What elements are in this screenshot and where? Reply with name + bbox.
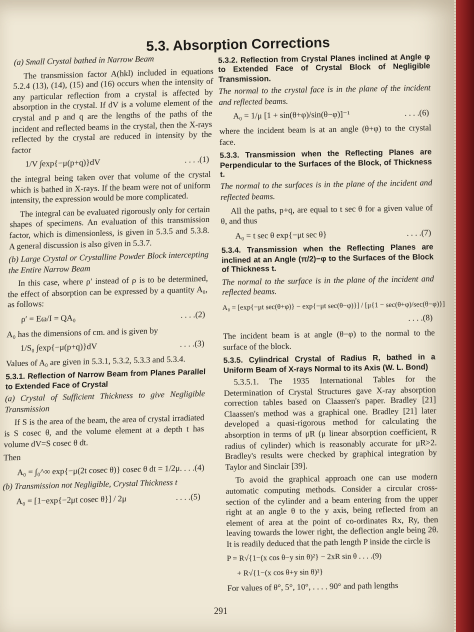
heading-5-3-5: 5.3.5. Cylindrical Crystal of Radius R, bathed in a Uniform Beam of X-rays Normal to its Axis (W. L. Bond) — [223, 352, 436, 375]
page-number: 291 — [214, 606, 228, 616]
equation-4 — [3, 463, 203, 479]
equation-7 — [221, 228, 433, 242]
paragraph: The incident beam is at angle (θ−φ) to the normal to the surface of the block. — [222, 328, 435, 352]
subsection-b-heading: (b) Large Crystal or Crystalline Powder Block intercepting the Entire Narrow Beam — [8, 250, 209, 275]
subsection-a-heading: (a) Small Crystal bathed in Narrow Beam — [13, 54, 155, 68]
left-column — [2, 53, 214, 512]
paragraph: The normal to the surface is in the plane of the incident and reflected beams. — [221, 273, 434, 298]
paragraph: The integral can be evaluated rigorously only for certain shapes of specimens. An evaluation of this transmission factor, which is dimensionless, is given in 5.3.5 and 5.3.8. A general discussion is also given in 5.3.7. — [8, 204, 210, 251]
equation-8 — [222, 299, 445, 313]
equation-1 — [11, 155, 211, 171]
equation-3 — [6, 339, 206, 355]
equation-body: A₀ = ∫₀^∞ exp{−μ(2t cosec θ)} cosec θ dt = 1/2μ — [17, 463, 181, 477]
paragraph: If S is the area of the beam, the area of crystal irradiated is S cosec θ, and the volume element at a depth t has volume dV=S cosec θ dt. — [3, 413, 205, 450]
equation-number: . . . .(8) — [408, 313, 433, 324]
paragraph: 5.3.5.1. The 1935 International Tables for the Determination of Crystal Structures gave X-ray absorption correction tables based on Claassen's paper. Bradley [21] Claassen's method was a graphical one. Bradley [21] later developed a quasi-rigorous method for calculating the absorption in terms of μR (μ linear absorption coefficient, R radius of cylinder) which is reasonably accurate for μR>2. Bradley's results were checked by graphical integration by Taylor and Sinclair [39]. — [223, 374, 438, 472]
heading-5-3-3: 5.3.3. Transmission when the Reflecting Planes are Perpendicular to the Surfaces of the Block, of Thickness t. — [219, 147, 432, 179]
equation-body: P = R√{1−(x cos θ−y sin θ)²} − 2xR sin θ . . . .(9) — [226, 551, 382, 564]
paragraph: The transmission factor A(hkl) included in equations 5.2.4 (13), (14), (15) and (16) occurs when the intensity of any particular reflection from a crystal is affected by absorption in the crystal. If dV is a volume element of the crystal and p and q are the lengths of the paths of the incident and reflected beams in the crystal, then the X-rays reflected by the crystal are reduced in intensity by the factor — [11, 66, 214, 155]
paragraph: the integral being taken over that volume of the crystal which is bathed in X-rays. If the beam were not of uniform intensity, the expression would be more complicated. — [10, 169, 211, 206]
equation-2 — [7, 310, 207, 326]
paragraph: To avoid the graphical approach one can use modern automatic computing methods. Consider a circular cross-section of the cylinder and a beam entering from the upper right at an angle θ to the y axis, being reflected from an element of area at the point of co-ordinates Rx, Ry, then leaving towards the lower right, the deflection angle being 2θ. It is readily deduced that the path length P inside the circle is — [225, 472, 439, 549]
heading-5-3-1: 5.3.1. Reflection of Narrow Beam from Planes Parallel to Extended Face of Crystal — [5, 367, 206, 392]
equation-body: ρ′ = Eω/I = QA₀ — [21, 313, 76, 324]
heading-5-3-2: 5.3.2. Reflection from Crystal Planes inclined at Angle φ to Extended Face of Crystal Block of Negligible Transmission. — [218, 52, 431, 84]
equation-body: A₀ = 1/μ [1 + sin(θ+φ)/sin(θ−φ)]⁻¹ — [232, 110, 350, 122]
equation-number: . . . .(5) — [175, 492, 201, 502]
equation-9-continued — [227, 565, 439, 579]
paragraph: Values of A₀ are given in 5.3.1, 5.3.2, 5.3.3 and 5.3.4. — [5, 354, 186, 369]
equation-number: . . . .(2) — [180, 310, 206, 320]
subsection-a-heading: (a) Crystal of Sufficient Thickness to give Negligible Transmission — [4, 389, 206, 415]
equation-body: 1/S₀ ∫exp{−μ(p+q)}dV — [20, 342, 98, 354]
equation-body: 1/V ∫exp{−μ(p+q)}dV — [25, 158, 101, 170]
equation-body: A₀ = [1−exp{−2μt cosec θ}] / 2μ — [16, 494, 127, 507]
paragraph: The normal to the surfaces is in the plane of the incident and reflected beams. — [220, 178, 433, 202]
equation-8-number-row — [223, 314, 435, 328]
paragraph: A₀ has the dimensions of cm. and is given by — [6, 325, 159, 339]
paragraph: where the incident beam is at an angle (θ+φ) to the crystal face. — [219, 123, 432, 147]
paragraph-then: Then — [3, 453, 21, 463]
subsection-b-heading: (b) Transmission not Negligible, Crystal Thickness t — [2, 478, 178, 492]
equation-body: A₀ = [exp{−μt sec(θ+φ)} − exp{−μt sec(θ−φ)}] / [μ{1 − sec(θ+φ)/sec(θ−φ)}] — [222, 299, 445, 312]
equation-number: . . . .(7) — [406, 228, 432, 238]
section-title: 5.3. Absorption Corrections — [145, 34, 331, 54]
equation-number: . . . .(6) — [404, 108, 430, 119]
heading-5-3-4: 5.3.4. Transmission when the Reflecting Planes are inclined at an Angle (π/2)−φ to the Surfaces of the Block of Thickness t. — [221, 242, 434, 275]
right-column — [218, 52, 445, 597]
equation-number: . . . .(4) — [179, 462, 205, 473]
paragraph: The normal to the crystal face is in the plane of the incident and reflected beams. — [218, 83, 431, 107]
equation-number: . . . .(1) — [184, 155, 210, 165]
equation-9 — [227, 551, 439, 565]
equation-number: . . . .(3) — [179, 339, 205, 350]
paragraph: For values of θ°, 5°, 10°, . . . . 90° and path lengths — [227, 580, 399, 593]
equation-5 — [2, 492, 202, 508]
equation-6 — [219, 109, 431, 123]
equation-body: A₀ = t sec θ exp{−μt sec θ} — [235, 229, 327, 241]
equation-body: + R√{1−(x cos θ+y sin θ)²} — [236, 567, 324, 578]
paragraph: In this case, where ρ′ instead of ρ is to be determined, the effect of absorption can be expressed by a quantity A₀, as follows: — [7, 274, 209, 310]
book-cover-edge — [456, 0, 474, 632]
paragraph: All the paths, p+q, are equal to t sec θ for a given value of θ, and thus — [220, 202, 433, 227]
